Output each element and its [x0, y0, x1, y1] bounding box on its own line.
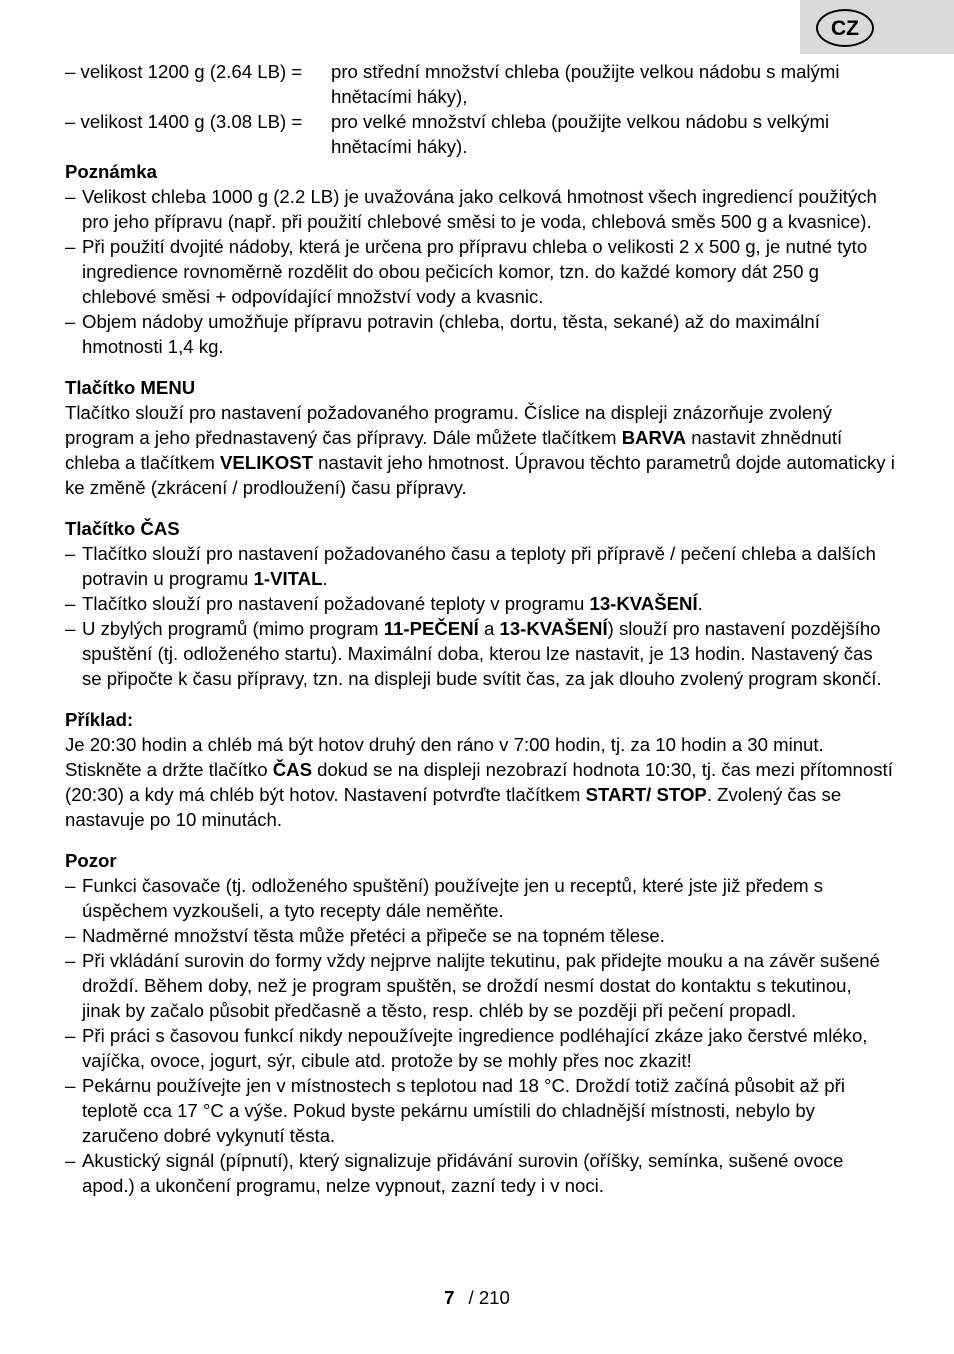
time-item: – Tlačítko slouží pro nastavení požadované teploty v programu 13-KVAŠENÍ.	[65, 593, 703, 614]
size-item: – velikost 1200 g (2.64 LB) = pro střední množství chleba (použijte velkou nádobu s malými hnětacími háky),	[65, 59, 895, 109]
page-current: 7	[444, 1287, 455, 1308]
time-item: – Tlačítko slouží pro nastavení požadovaného času a teploty při přípravě / pečení chleba a dalších potravin u programu 1-VITAL.	[65, 543, 876, 589]
language-badge: CZ	[816, 9, 874, 47]
page-content	[65, 59, 895, 1198]
caution-item: – Pekárnu používejte jen v místnostech s teplotou nad 18 °C. Droždí totiž začíná působit až při teplotě cca 17 °C a výše. Pokud byste pekárnu umístili do chladnější místnosti, nebylo by zaručeno dobré vykynutí těsta.	[65, 1075, 845, 1146]
caution-item: – Při práci s časovou funkcí nikdy nepoužívejte ingredience podléhající zkáze jako čerstvé mléko, vajíčka, ovoce, jogurt, sýr, cibule atd. protože by se mohly přes noc zkazit!	[65, 1025, 868, 1071]
example-paragraph: Je 20:30 hodin a chléb má být hotov druhý den ráno v 7:00 hodin, tj. za 10 hodin a 30 minut. Stiskněte a držte tlačítko ČAS dokud se na displeji nezobrazí hodnota 10:30, tj. čas mezi přítomností (20:30) a kdy má chléb být hotov. Nastavení potvrďte tlačítkem START/ STOP. Zvolený čas se nastavuje po 10 minutách.	[65, 734, 893, 830]
note-heading: Poznámka	[65, 161, 157, 182]
note-item: – Velikost chleba 1000 g (2.2 LB) je uvažována jako celková hmotnost všech ingrediencí použitých pro jeho přípravu (např. při použití chlebové směsi to je voda, chlebová směs 500 g a kvasnice).	[65, 186, 877, 232]
menu-paragraph: Tlačítko slouží pro nastavení požadovaného programu. Číslice na displeji znázorňuje zvolený program a jeho přednastavený čas přípravy. Dále můžete tlačítkem BARVA nastavit zhnědnutí chleba a tlačítkem VELIKOST nastavit jeho hmotnost. Úpravou těchto parametrů dojde automaticky i ke změně (zkrácení / prodloužení) času přípravy.	[65, 402, 895, 498]
caution-heading: Pozor	[65, 850, 117, 871]
note-item: – Objem nádoby umožňuje přípravu potravin (chleba, dortu, těsta, sekané) až do maximální hmotnosti 1,4 kg.	[65, 311, 820, 357]
note-item: – Při použití dvojité nádoby, která je určena pro přípravu chleba o velikosti 2 x 500 g, je nutné tyto ingredience rovnoměrně rozdělit do obou pečicích komor, tzn. do každé komory dát 250 g chlebové směsi + odpovídající množství vody a kvasnic.	[65, 236, 868, 307]
size-label: velikost 1200 g (2.64 LB) =	[80, 61, 303, 82]
language-tab	[800, 0, 954, 54]
size-item: – velikost 1400 g (3.08 LB) = pro velké množství chleba (použijte velkou nádobu s velkými hnětacími háky).	[65, 109, 895, 159]
example-heading: Příklad:	[65, 709, 134, 730]
size-description: pro velké množství chleba (použijte velkou nádobu s velkými hnětacími háky).	[331, 111, 830, 157]
page-number	[0, 1285, 954, 1310]
page-total: / 210	[468, 1287, 510, 1308]
size-label: velikost 1400 g (3.08 LB) =	[80, 111, 303, 132]
menu-heading: Tlačítko MENU	[65, 377, 196, 398]
caution-item: – Při vkládání surovin do formy vždy nejprve nalijte tekutinu, pak přidejte mouku a na závěr sušené droždí. Během doby, než je program spuštěn, se droždí nesmí dostat do kontaktu s tekutinou, jinak by začalo působit předčasně a těsto, resp. chléb by se později při pečení propadl.	[65, 950, 880, 1021]
caution-item: – Funkci časovače (tj. odloženého spuštění) používejte jen u receptů, které jste již předem s úspěchem vyzkoušeli, a tyto recepty dále neměňte.	[65, 875, 824, 921]
caution-item: – Nadměrné množství těsta může přetéci a připeče se na topném tělese.	[65, 925, 665, 946]
time-heading: Tlačítko ČAS	[65, 518, 180, 539]
time-item: – U zbylých programů (mimo program 11-PEČENÍ a 13-KVAŠENÍ) slouží pro nastavení pozdějšího spuštění (tj. odloženého startu). Maximální doba, kterou lze nastavit, je 13 hodin. Nastavený čas se připočte k času přípravy, tzn. na displeji bude svítit čas, za jak dlouho zvolený program skončí.	[65, 618, 882, 689]
size-description: pro střední množství chleba (použijte velkou nádobu s malými hnětacími háky),	[331, 61, 840, 107]
caution-item: – Akustický signál (pípnutí), který signalizuje přidávání surovin (oříšky, semínka, sušené ovoce apod.) a ukončení programu, nelze vypnout, zazní tedy i v noci.	[65, 1150, 844, 1196]
